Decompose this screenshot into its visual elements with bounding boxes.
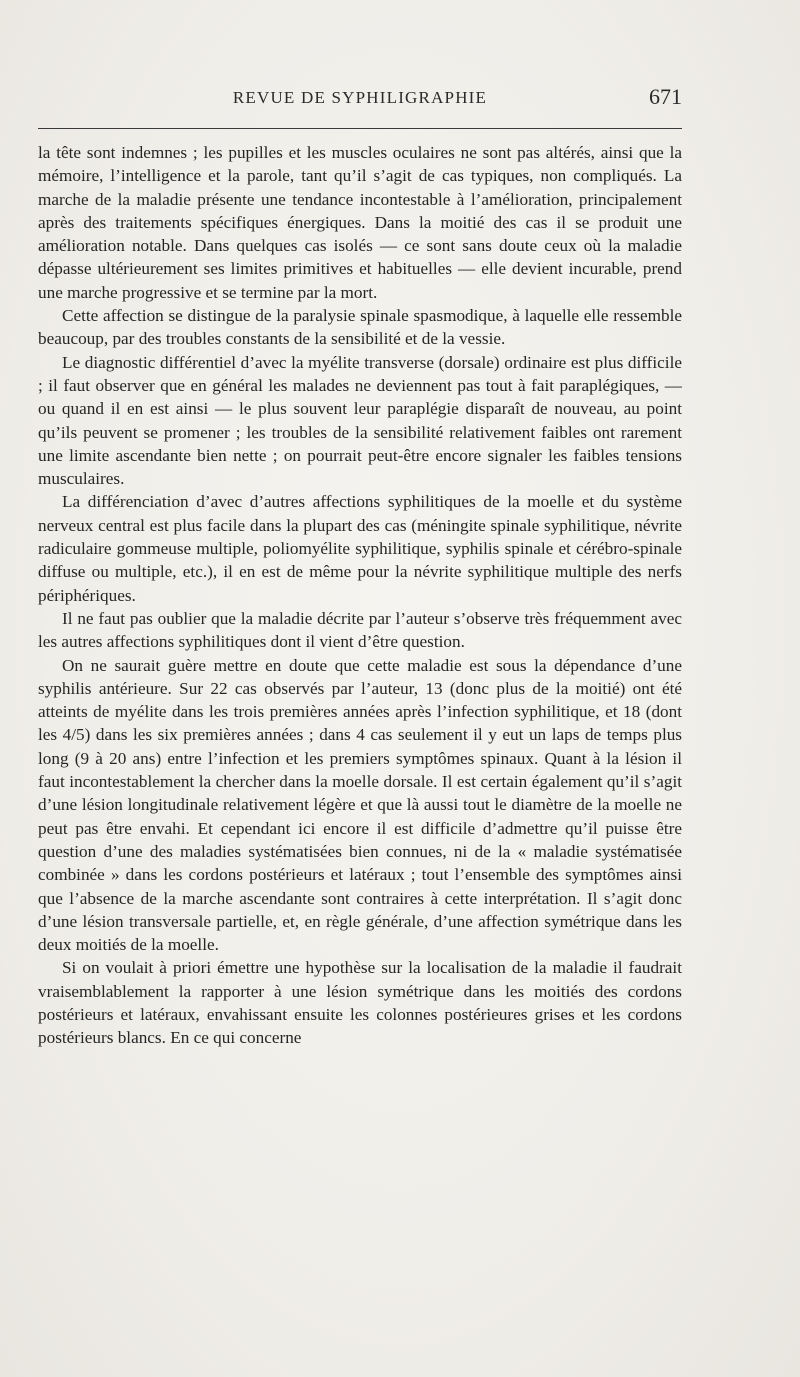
paragraph: Si on voulait à priori émettre une hypothèse sur la localisation de la maladie il faudrait vraisemblablement la rapporter à une lésion symétrique dans les moitiés des cordons postérieurs et latéraux, envahissant ensuite les colonnes postérieures grises et les cordons postérieurs blancs. En ce qui concerne: [38, 958, 682, 1048]
paragraph: Il ne faut pas oublier que la maladie décrite par l’auteur s’observe très fréquemment avec les autres affections syphilitiques dont il vient d’être question.: [38, 608, 682, 652]
page-header: [38, 86, 682, 116]
paragraph: Le diagnostic différentiel d’avec la myélite transverse (dorsale) ordinaire est plus difficile ; il faut observer que en général les malades ne deviennent pas tout à fait paraplégiques, — ou quand il en est ainsi — le plus souvent leur paraplégie disparaît de nouveau, au point qu’ils peuvent se promener ; les troubles de la sensibilité relativement faibles ont rarement une limite ascendante bien nette ; on pourrait peut-être encore signaler les faibles tensions musculaires.: [38, 352, 682, 489]
paragraph: La différenciation d’avec d’autres affections syphilitiques de la moelle et du système nerveux central est plus facile dans la plupart des cas (méningite spinale syphilitique, névrite radiculaire gommeuse multiple, poliomyélite syphilitique, syphilis spinale et cérébro-spinale diffuse ou multiple, etc.), il en est de même pour la névrite syphilitique multiple des nerfs périphériques.: [38, 492, 682, 605]
paragraph: Cette affection se distingue de la paralysie spinale spasmodique, à laquelle elle ressemble beaucoup, par des troubles constants de la sensibilité et de la vessie.: [38, 306, 682, 349]
paragraph: On ne saurait guère mettre en doute que cette maladie est sous la dépendance d’une syphilis antérieure. Sur 22 cas observés par l’auteur, 13 (donc plus de la moitié) ont été atteints de myélite dans les trois premières années après l’infection syphilitique, et 18 (dont les 4/5) dans les six premières années ; dans 4 cas seulement il y eut un laps de temps plus long (9 à 20 ans) entre l’infection et les premiers symptômes spinaux. Quant à la lésion il faut incontestablement la chercher dans la moelle dorsale. Il est certain également qu’il s’agit d’une lésion longitudinale relativement légère et que là aussi tout le diamètre de la moelle ne peut pas être envahi. Et cependant ici encore il est difficile d’admettre qu’il puisse être question d’une des maladies systématisées bien connues, ni de la « maladie systématisée combinée » dans les cordons postérieurs et latéraux ; tout l’ensemble des symptômes ainsi que l’absence de la marche ascendante sont contraires à cette interprétation. Il s’agit donc d’une lésion transversale partielle, et, en règle générale, d’une affection symétrique dans les deux moitiés de la moelle.: [38, 655, 682, 955]
body-text: [38, 141, 682, 1050]
paragraph-continued: la tête sont indemnes ; les pupilles et les muscles oculaires ne sont pas altérés, ainsi que la mémoire, l’intelligence et la parole, tant qu’il s’agit de cas typiques, non compliqués. La marche de la maladie présente une tendance incontestable à l’amélioration, principalement après des traitements spécifiques énergiques. Dans la moitié des cas il se produit une amélioration notable. Dans quelques cas isolés — ce sont sans doute ceux où la maladie dépasse ultérieurement ses limites primitives et habituelles — elle devient incurable, prend une marche progressive et se termine par la mort.: [38, 143, 682, 302]
running-title: REVUE DE SYPHILIGRAPHIE: [232, 88, 488, 107]
header-rule: [38, 128, 682, 129]
page-number: 671: [649, 84, 682, 109]
